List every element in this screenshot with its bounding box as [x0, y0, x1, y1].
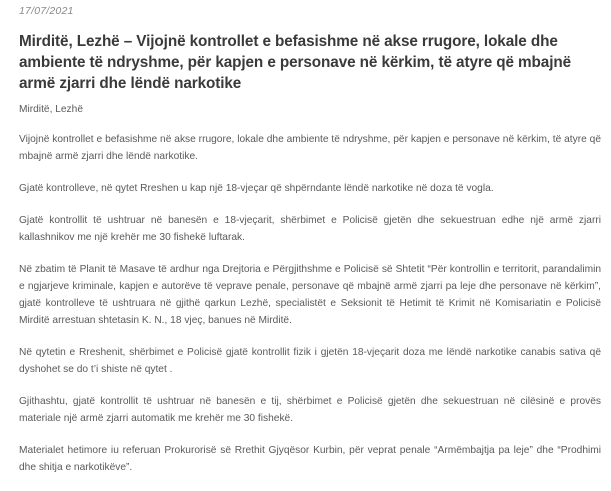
article-location: Mirditë, Lezhë [19, 104, 83, 115]
article-paragraph: Në qytetin e Rreshenit, shërbimet e Policisë gjatë kontrollit fizik i gjetën 18-vjeçarit doza me lëndë narkotike canabis sativa që dyshohet se do t’i shiste në qytet . [19, 347, 601, 375]
article-date: 17/07/2021 [19, 5, 74, 17]
article-title: Mirditë, Lezhë – Vijojnë kontrollet e befasishme në akse rrugore, lokale dhe ambiente të ndryshme, për kapjen e personave në kërkim, të atyre që mbajnë armë zjarri dhe lëndë narkotike [19, 33, 572, 92]
article-paragraph: Materialet hetimore iu referuan Prokurorisë së Rrethit Gjyqësor Kurbin, për veprat penale “Armëmbajtja pa leje” dhe “Prodhimi dhe shitja e narkotikëve”. [19, 445, 601, 473]
article-paragraph: Gjithashtu, gjatë kontrollit të ushtruar në banesën e tij, shërbimet e Policisë gjetën dhe sekuestruan në cilësinë e provës materiale një armë zjarri automatik me krehër me 30 fishekë. [19, 396, 601, 424]
article-body [19, 101, 601, 491]
article-paragraph: Gjatë kontrolleve, në qytet Rreshen u kap një 18-vjeçar që shpërndante lëndë narkotike në doza të vogla. [19, 183, 494, 194]
article-paragraph: Gjatë kontrollit të ushtruar në banesën e 18-vjeçarit, shërbimet e Policisë gjetën dhe sekuestruan edhe një armë zjarri kallashnikov me një krehër me 30 fishekë luftarak. [19, 215, 601, 243]
article-paragraph: Vijojnë kontrollet e befasishme në akse rrugore, lokale dhe ambiente të ndryshme, për kapjen e personave në kërkim, të atyre që mbajnë armë zjarri dhe lëndë narkotike. [19, 134, 601, 162]
article-paragraph: Në zbatim të Planit të Masave të ardhur nga Drejtoria e Përgjithshme e Policisë së Shtetit “Për kontrollin e territorit, parandalimin e ngjarjeve kriminale, kapjen e autorëve të veprave penale, personave që mbajnë armë zjarri pa leje dhe personave në kërkim”, gjatë kontrolleve të ushtruara në gjithë qarkun Lezhë, specialistët e Seksionit të Hetimit të Krimit në Komisariatin e Policisë Mirditë arrestuan shtetasin K. N., 18 vjeç, banues në Mirditë. [19, 264, 601, 326]
